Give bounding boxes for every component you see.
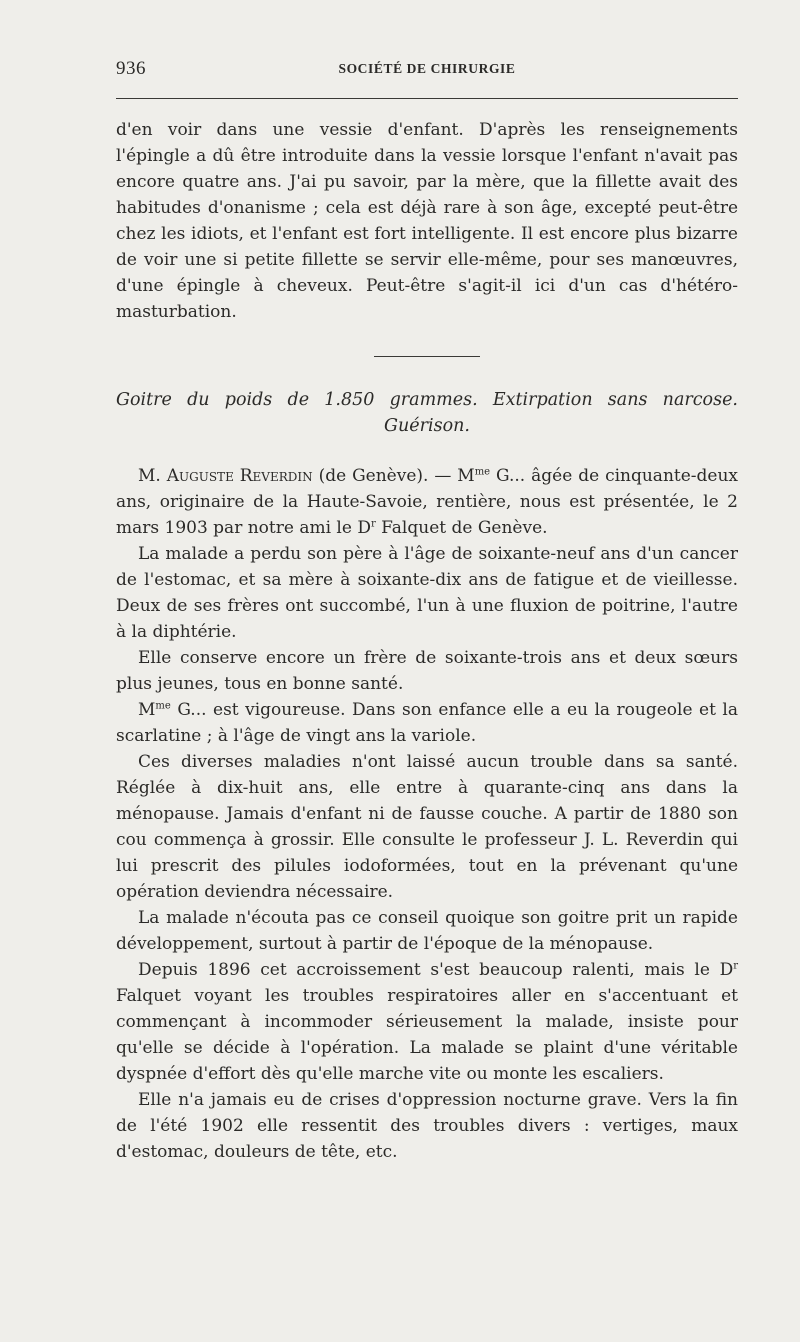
superscript-r: r bbox=[370, 518, 376, 530]
opening-text-1: (de Genève). — M bbox=[312, 466, 475, 486]
childhood-text: G... est vigoureuse. Dans son enfance elle a eu la rougeole et la scarlatine ; à l'âge de vingt ans la variole. bbox=[116, 700, 738, 746]
author-name: Auguste Reverdin bbox=[166, 466, 313, 486]
author-prefix: M. bbox=[138, 466, 167, 486]
section-title-line-2: Guérison. bbox=[384, 416, 470, 436]
superscript-r: r bbox=[733, 960, 738, 972]
paragraph-family-history: La malade a perdu son père à l'âge de soixante-neuf ans d'un cancer de l'estomac, et sa mère à soixante-dix ans de fatigue et de vieillesse. Deux de ses frères ont succombé, l'un à une fluxion de poitrine, l'autre à la diphtérie. bbox=[116, 544, 738, 642]
paragraph-advice: La malade n'écouta pas ce conseil quoique son goitre prit un rapide développement, surtout à partir de l'époque de la ménopause. bbox=[116, 908, 738, 954]
book-page bbox=[116, 58, 738, 1165]
header-rule bbox=[116, 98, 738, 99]
opening-paragraph bbox=[116, 463, 738, 541]
running-head: SOCIÉTÉ DE CHIRURGIE bbox=[338, 61, 516, 76]
mme-prefix: M bbox=[138, 700, 156, 720]
paragraph-siblings: Elle conserve encore un frère de soixante-trois ans et deux sœurs plus jeunes, tous en bonne santé. bbox=[116, 648, 738, 694]
paragraph-history: Ces diverses maladies n'ont laissé aucun trouble dans sa santé. Réglée à dix-huit ans, elle entre à quarante-cinq ans dans la ménopause. Jamais d'enfant ni de fausse couche. A partir de 1880 son cou commença à grossir. Elle consulte le professeur J. L. Reverdin qui lui prescrit des pilules iodoformées, tout en la prévenant qu'une opération deviendra nécessaire. bbox=[116, 752, 738, 902]
opening-text-2: G... âgée de cinquante-deux ans, originaire de la Haute-Savoie, rentière, nous est présentée, le 2 mars 1903 par notre ami le D bbox=[116, 466, 739, 538]
superscript-me: me bbox=[474, 466, 491, 478]
continuation-paragraph: d'en voir dans une vessie d'enfant. D'après les renseignements l'épingle a dû être introduite dans la vessie lorsque l'enfant n'avait pas encore quatre ans. J'ai pu savoir, par la mère, que la fillette avait des habitudes d'onanisme ; cela est déjà rare à son âge, excepté peut-être chez les idiots, et l'enfant est fort intelligente. Il est encore plus bizarre de voir une si petite fillette se servir elle-même, pour ses manœuvres, d'une épingle à cheveux. Peut-être s'agit-il ici d'un cas d'hétéro-masturbation. bbox=[116, 120, 738, 322]
page-number: 936 bbox=[116, 58, 146, 79]
page-header bbox=[116, 58, 738, 92]
superscript-me: me bbox=[155, 700, 171, 712]
paragraph-childhood bbox=[116, 697, 738, 749]
paragraph-falquet bbox=[116, 957, 738, 1087]
section-divider bbox=[374, 356, 480, 357]
section-title-line-1: Goitre du poids de 1.850 grammes. Extirpation sans narcose. bbox=[116, 390, 738, 410]
opening-text-3: Falquet de Genève. bbox=[375, 518, 548, 538]
falquet-text-1: Depuis 1896 cet accroissement s'est beaucoup ralenti, mais le D bbox=[138, 960, 734, 980]
body-text bbox=[116, 117, 738, 1165]
section-title bbox=[116, 387, 738, 439]
paragraph-symptoms: Elle n'a jamais eu de crises d'oppression nocturne grave. Vers la fin de l'été 1902 elle ressentit des troubles divers : vertiges, maux d'estomac, douleurs de tête, etc. bbox=[116, 1090, 738, 1162]
falquet-text-2: Falquet voyant les troubles respiratoires aller en s'accentuant et commençant à incommoder sérieusement la malade, insiste pour qu'elle se décide à l'opération. La malade se plaint d'une véritable dyspnée d'effort dès qu'elle marche vite ou monte les escaliers. bbox=[116, 986, 738, 1084]
